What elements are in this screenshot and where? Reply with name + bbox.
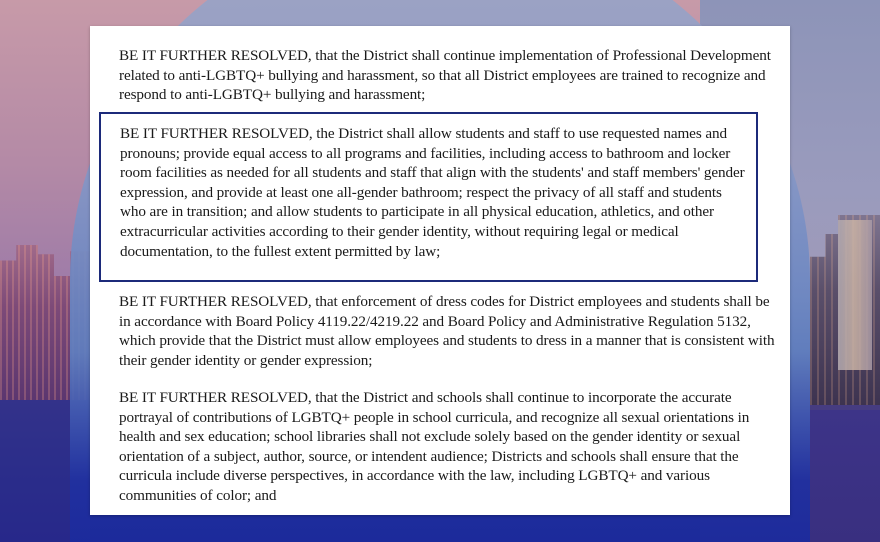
- resolution-paragraph-dress-codes: BE IT FURTHER RESOLVED, that enforcement of dress codes for District employees and students shall be in accordance with Board Policy 4119.22/4219.22 and Board Policy and Administrative Regulation 5132, which provide that the District must allow employees and students to dress in a manner that is consistent with their gender identity or gender expression;: [119, 293, 775, 369]
- document-page: [90, 26, 790, 515]
- resolution-paragraph-professional-development: BE IT FURTHER RESOLVED, that the District shall continue implementation of Professional Development related to anti-LGBTQ+ bullying and harassment, so that all District employees are trained to recognize and respond to anti-LGBTQ+ bullying and harassment;: [119, 47, 771, 104]
- highlighted-resolution-box: [99, 112, 758, 282]
- background-tower: [838, 220, 872, 370]
- resolution-paragraph-names-pronouns-facilities: BE IT FURTHER RESOLVED, the District shall allow students and staff to use requested names and pronouns; provide equal access to all programs and facilities, including access to bathroom and locker room facilities as needed for all students and staff that align with the students' and staff members' gender expression, and provide at least one all-gender bathroom; respect the privacy of all staff and students who are in transition; and allow students to participate in all physical education, athletics, and other extracurricular activities according to their gender identity, without requiring legal or medical documentation, to the fullest extent permitted by law;: [120, 125, 745, 260]
- resolution-paragraph-curricula: BE IT FURTHER RESOLVED, that the District and schools shall continue to incorporate the accurate portrayal of contributions of LGBTQ+ people in school curricula, and recognize all sexual orientations in health and sex education; school libraries shall not exclude solely based on the gender identity or sexual orientation of a subject, author, source, or intendent audience; Districts and schools shall ensure that the curricula include diverse perspectives, in accordance with the law, including LGBTQ+ and various communities of color; and: [119, 389, 750, 504]
